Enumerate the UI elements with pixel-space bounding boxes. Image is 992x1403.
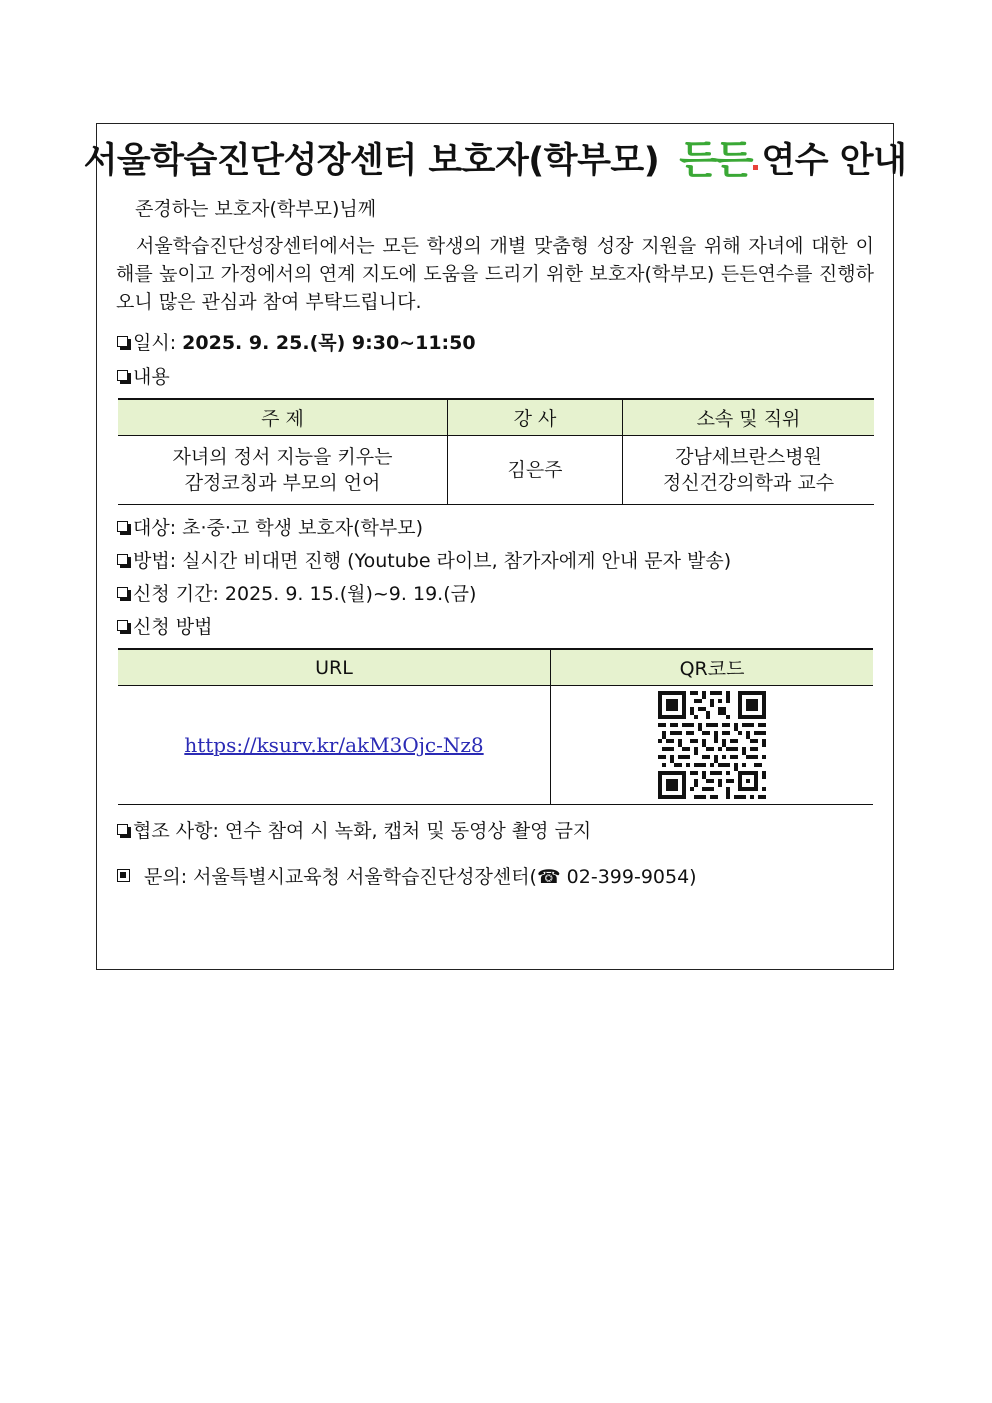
target-text: 대상: 초·중·고 학생 보호자(학부모) <box>133 517 424 539</box>
table-header-row <box>118 399 874 436</box>
notice-frame <box>83 123 907 970</box>
qr-cell <box>551 686 874 805</box>
schedule-item <box>117 328 476 355</box>
topic-line: 자녀의 정서 지능을 키우는 <box>172 446 393 468</box>
greeting: 존경하는 보호자(학부모)님께 <box>135 198 377 220</box>
page-title <box>83 132 907 184</box>
apply-table <box>118 648 873 805</box>
period-item <box>117 579 476 606</box>
checkbox-bullet-icon <box>117 336 128 347</box>
table-header-row <box>118 649 873 686</box>
apply-item <box>117 612 212 639</box>
checkbox-bullet-icon <box>117 370 128 381</box>
table-row <box>118 436 874 505</box>
logo-dot <box>753 165 758 170</box>
affiliation-line: 강남세브란스병원 <box>675 446 822 468</box>
intro-paragraph: 서울학습진단성장센터에서는 모든 학생의 개별 맞춤형 성장 지원을 위해 자녀에 대한 이해를 높이고 가정에서의 연계 지도에 도움을 드리기 위한 보호자(학부모) 든든연수를 진행하오니 많은 관심과 참여 부탁드립니다. <box>116 235 874 313</box>
title-main: 서울학습진단성장센터 보호자(학부모) <box>83 141 660 181</box>
logo-text: 든든 <box>679 137 751 183</box>
method-text: 방법: 실시간 비대면 진행 (Youtube 라이브, 참가자에게 안내 문자 발송) <box>133 550 732 572</box>
schedule-value: 2025. 9. 25.(목) 9:30~11:50 <box>182 332 476 354</box>
method-item <box>117 546 731 573</box>
content-table <box>118 398 874 505</box>
title-suffix: 연수 안내 <box>761 141 907 181</box>
checkbox-bullet-icon <box>117 587 128 598</box>
qr-code-icon[interactable] <box>658 691 766 799</box>
checkbox-bullet-icon <box>117 824 128 835</box>
content-label: 내용 <box>133 366 170 388</box>
target-item <box>117 513 423 540</box>
apply-label: 신청 방법 <box>133 616 213 638</box>
header-url: URL <box>118 649 551 686</box>
url-cell <box>118 686 551 805</box>
apply-link[interactable]: https://ksurv.kr/akM3Ojc-Nz8 <box>184 732 484 757</box>
notice-text: 협조 사항: 연수 참여 시 녹화, 캡처 및 동영상 촬영 금지 <box>133 820 592 842</box>
contact-text: 문의: 서울특별시교육청 서울학습진단성장센터(☎ 02-399-9054) <box>144 866 697 888</box>
affiliation-cell <box>623 436 875 505</box>
filled-square-bullet-icon <box>117 869 130 882</box>
header-qr: QR코드 <box>551 649 874 686</box>
content-item <box>117 362 170 389</box>
period-text: 신청 기간: 2025. 9. 15.(월)~9. 19.(금) <box>133 583 477 605</box>
header-speaker: 강 사 <box>448 399 623 436</box>
topic-cell <box>118 436 448 505</box>
contact-item <box>117 862 697 889</box>
dundeun-logo <box>679 136 757 183</box>
header-topic: 주 제 <box>118 399 448 436</box>
schedule-label: 일시: <box>133 332 183 354</box>
header-affiliation: 소속 및 직위 <box>623 399 875 436</box>
table-row <box>118 686 873 805</box>
checkbox-bullet-icon <box>117 620 128 631</box>
topic-line: 감정코칭과 부모의 언어 <box>184 472 381 494</box>
notice-item <box>117 816 591 843</box>
speaker-cell: 김은주 <box>448 436 623 505</box>
affiliation-line: 정신건강의학과 교수 <box>662 472 835 494</box>
checkbox-bullet-icon <box>117 521 128 532</box>
checkbox-bullet-icon <box>117 554 128 565</box>
